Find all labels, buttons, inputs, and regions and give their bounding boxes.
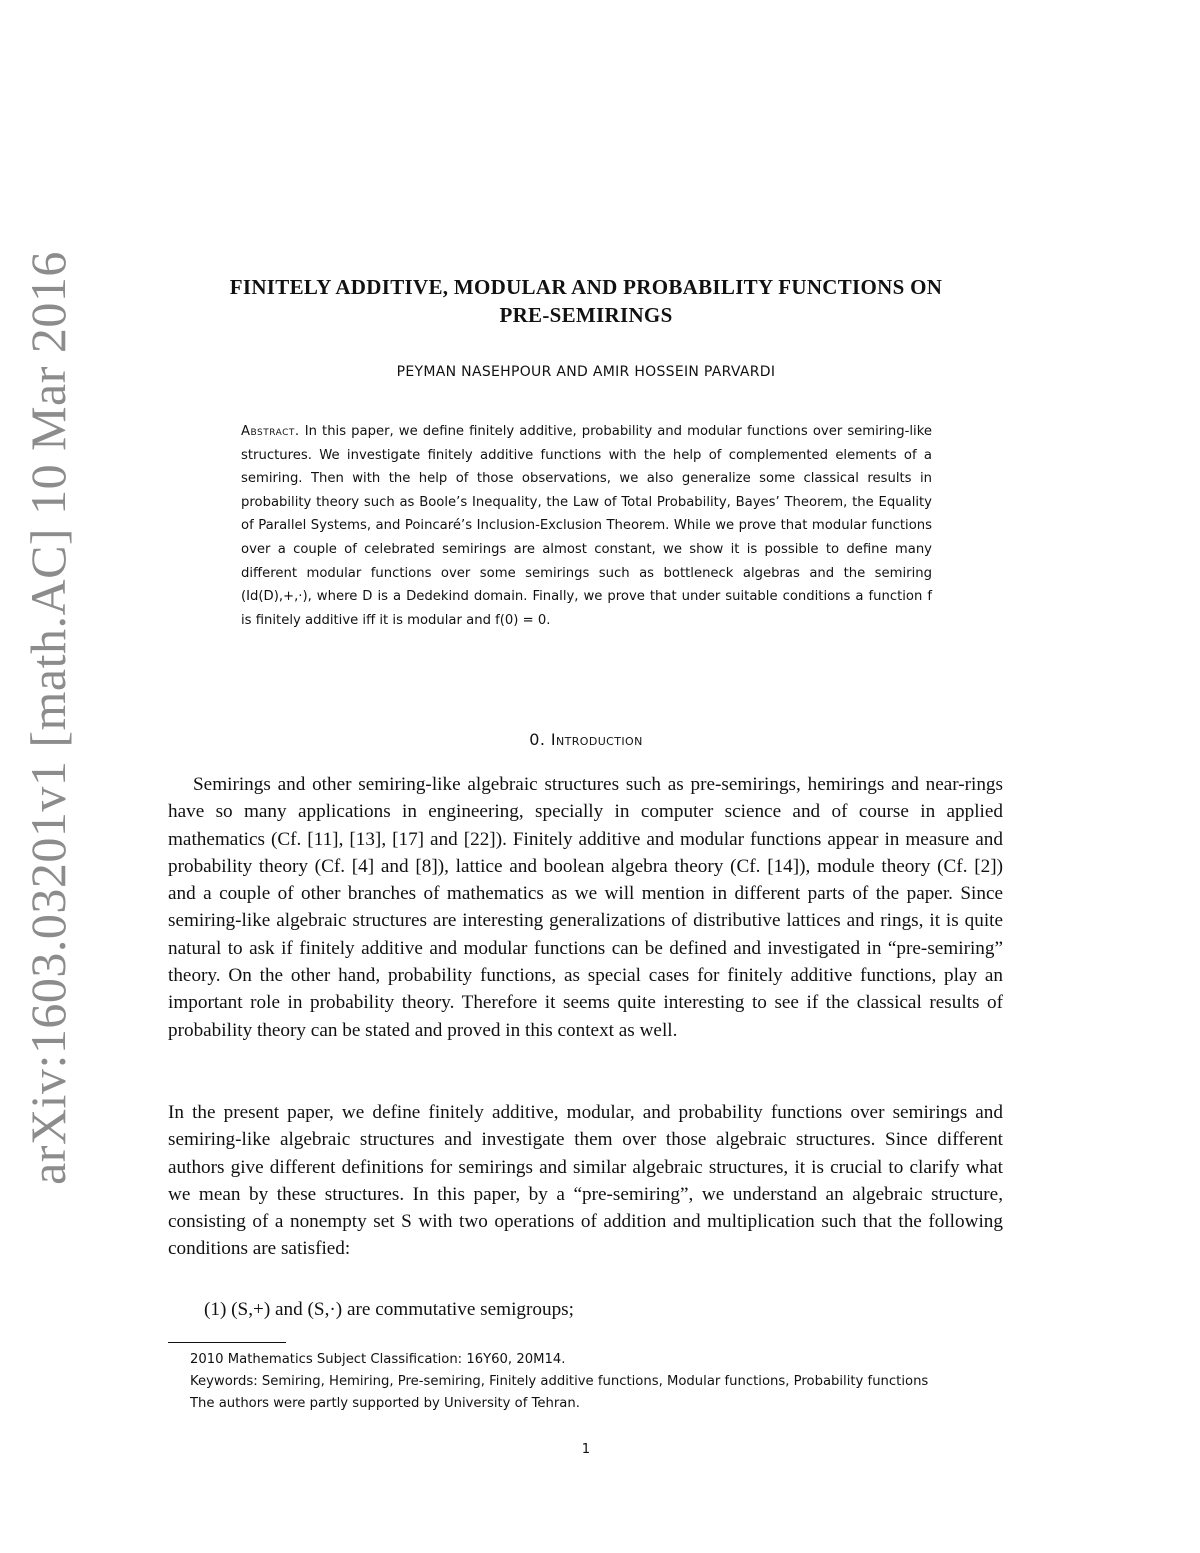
condition-list-item: (1) (S,+) and (S,·) are commutative semigroups;	[204, 1299, 574, 1320]
abstract-label: Abstract.	[241, 424, 300, 439]
paper-title	[170, 273, 1002, 329]
section-title: Introduction	[550, 730, 643, 749]
intro-paragraph-2: In the present paper, we define finitely additive, modular, and probability functions over semirings and semiring-like algebraic structures and investigate them over those algebraic structures. Since different authors give different definitions for semirings and similar algebraic structures, it is crucial to clarify what we mean by these structures. In this paper, by a “pre-semiring”, we understand an algebraic structure, consisting of a nonempty set S with two operations of addition and multiplication such that the following conditions are satisfied:	[168, 1102, 1003, 1260]
title-line-1: FINITELY ADDITIVE, MODULAR AND PROBABILITY FUNCTIONS ON	[229, 275, 943, 299]
footnotes	[168, 1349, 1003, 1415]
footnote-divider	[168, 1342, 286, 1343]
author-line: PEYMAN NASEHPOUR AND AMIR HOSSEIN PARVARDI	[396, 364, 776, 380]
abstract	[241, 420, 932, 632]
footnote-msc: 2010 Mathematics Subject Classification: 16Y60, 20M14.	[190, 1352, 566, 1367]
footnote-keywords: Keywords: Semiring, Hemiring, Pre-semiring, Finitely additive functions, Modular functions, Probability functions	[190, 1374, 929, 1389]
page-number: 1	[581, 1442, 591, 1457]
title-line-2: PRE-SEMIRINGS	[499, 303, 673, 327]
section-number: 0.	[529, 730, 546, 749]
abstract-text: In this paper, we define finitely additive, probability and modular functions over semiring-like structures. We investigate finitely additive functions with the help of complemented elements of a semiring. Then with the help of those observations, we also generalize some classical results in probability theory such as Boole’s Inequality, the Law of Total Probability, Bayes’ Theorem, the Equality of Parallel Systems, and Poincaré’s Inclusion-Exclusion Theorem. While we prove that modular functions over a couple of celebrated semirings are almost constant, we show it is possible to define many different modular functions over some semirings such as bottleneck algebras and the semiring (Id(D),+,·), where D is a Dedekind domain. Finally, we prove that under suitable conditions a function f is finitely additive iff it is modular and f(0) = 0.	[241, 424, 932, 628]
section-heading	[170, 730, 1002, 749]
intro-paragraph-1: Semirings and other semiring-like algebraic structures such as pre-semirings, hemirings and near-rings have so many applications in engineering, specially in computer science and of course in applied mathematics (Cf. [11], [13], [17] and [22]). Finitely additive and modular functions appear in measure and probability theory (Cf. [4] and [8]), lattice and boolean algebra theory (Cf. [14]), module theory (Cf. [2]) and a couple of other branches of mathematics as we will mention in different parts of the paper. Since semiring-like algebraic structures are interesting generalizations of distributive lattices and rings, it is quite natural to ask if finitely additive and modular functions can be defined and investigated in “pre-semiring” theory. On the other hand, probability functions, as special cases for finitely additive functions, play an important role in probability theory. Therefore it seems quite interesting to see if the classical results of probability theory can be stated and proved in this context as well.	[168, 774, 1003, 1041]
footnote-support: The authors were partly supported by University of Tehran.	[190, 1396, 580, 1411]
arxiv-identifier-stamp: arXiv:1603.03201v1 [math.AC] 10 Mar 2016	[20, 251, 76, 1185]
